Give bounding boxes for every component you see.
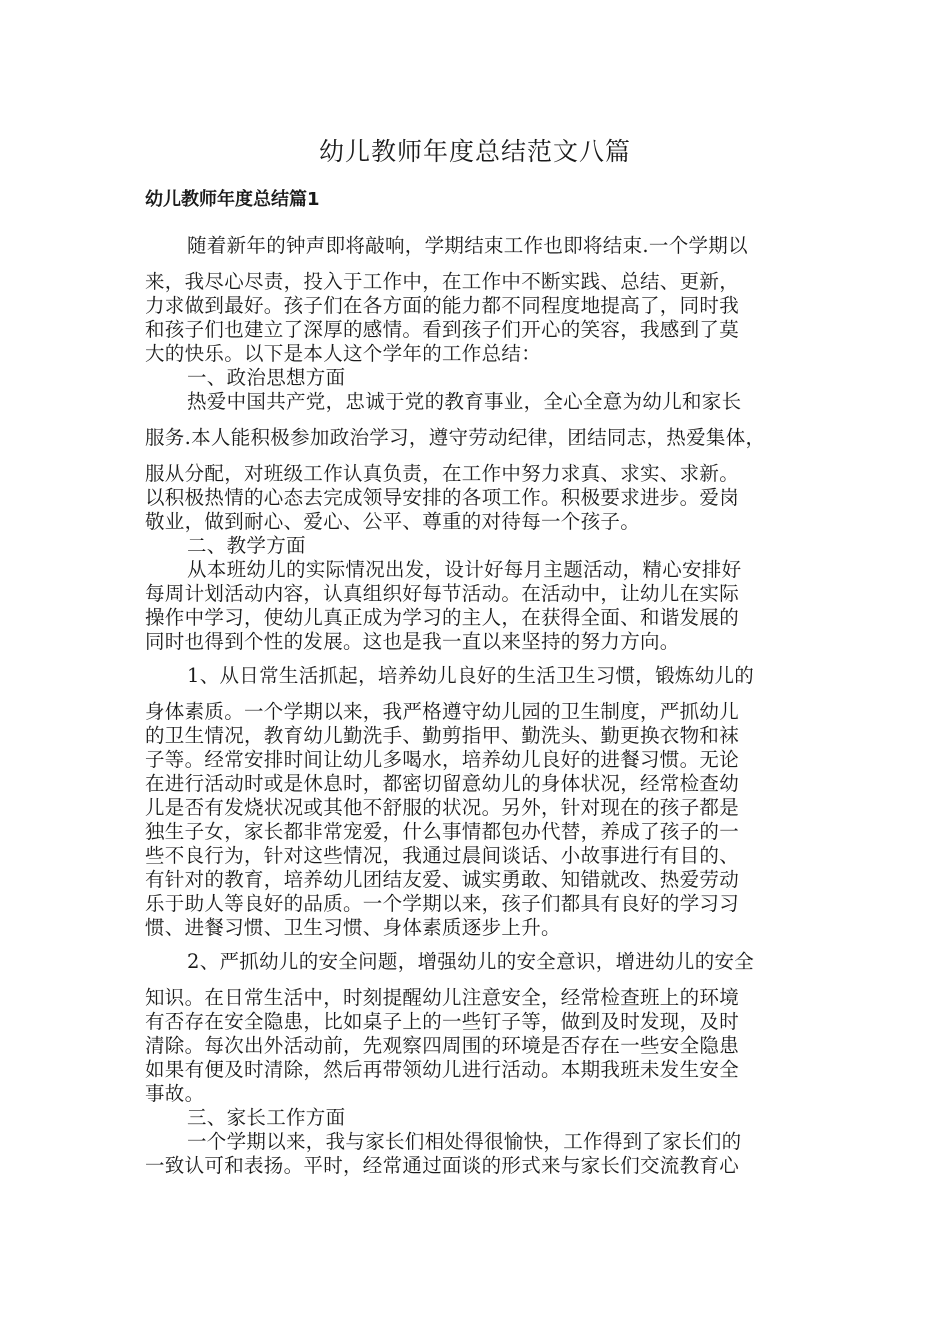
text-line: 和孩子们也建立了深厚的感情。看到孩子们开心的笑容，我感到了莫 [145,318,740,341]
text-line: 身体素质。一个学期以来，我严格遵守幼儿园的卫生制度，严抓幼儿 [145,700,740,723]
text-line: 一个学期以来，我与家长们相处得很愉快，工作得到了家长们的 [187,1130,742,1153]
document-body [145,234,810,1178]
text-line: 以积极热情的心态去完成领导安排的各项工作。积极要求进步。爱岗 [145,486,740,509]
text-line: 力求做到最好。孩子们在各方面的能力都不同程度地提高了，同时我 [145,294,740,317]
text-line: 敬业，做到耐心、爱心、公平、尊重的对待每一个孩子。 [145,510,641,533]
text-line: 在进行活动时或是休息时，都密切留意幼儿的身体状况，经常检查幼 [145,772,740,795]
text-line: 1、从日常生活抓起，培养幼儿良好的生活卫生习惯，锻炼幼儿的 [187,664,755,687]
text-line: 大的快乐。以下是本人这个学年的工作总结： [145,342,542,365]
text-line: 2、严抓幼儿的安全问题，增强幼儿的安全意识，增进幼儿的安全 [187,950,755,973]
section-heading-parents: 三、家长工作方面 [187,1106,346,1129]
text-line: 知识。在日常生活中，时刻提醒幼儿注意安全，经常检查班上的环境 [145,986,740,1009]
text-line: 有针对的教育，培养幼儿团结友爱、诚实勇敢、知错就改、热爱劳动 [145,868,740,891]
text-line: 子等。经常安排时间让幼儿多喝水，培养幼儿良好的进餐习惯。无论 [145,748,740,771]
document-title: 幼儿教师年度总结范文八篇 [318,137,631,166]
section-heading-politics: 一、政治思想方面 [187,366,346,389]
text-line: 有否存在安全隐患，比如桌子上的一些钉子等，做到及时发现，及时 [145,1010,740,1033]
text-line: 独生子女，家长都非常宠爱，什么事情都包办代替，养成了孩子的一 [145,820,740,843]
text-line: 事故。 [145,1082,205,1105]
section-heading-teaching: 二、教学方面 [187,534,306,557]
text-line: 一致认可和表扬。平时，经常通过面谈的形式来与家长们交流教育心 [145,1154,740,1177]
text-line: 每周计划活动内容，认真组织好每节活动。在活动中，让幼儿在实际 [145,582,740,605]
text-line: 儿是否有发烧状况或其他不舒服的状况。另外，针对现在的孩子都是 [145,796,740,819]
text-line: 如果有便及时清除，然后再带领幼儿进行活动。本期我班未发生安全 [145,1058,740,1081]
text-line: 乐于助人等良好的品质。一个学期以来，孩子们都具有良好的学习习 [145,892,740,915]
text-line: 些不良行为，针对这些情况，我通过晨间谈话、小故事进行有目的、 [145,844,740,867]
text-line: 的卫生情况，教育幼儿勤洗手、勤剪指甲、勤洗头、勤更换衣物和袜 [145,724,740,747]
text-line: 随着新年的钟声即将敲响，学期结束工作也即将结束.一个学期以 [187,234,748,257]
text-line: 从本班幼儿的实际情况出发，设计好每月主题活动，精心安排好 [187,558,742,581]
text-line: 服务.本人能积极参加政治学习，遵守劳动纪律，团结同志，热爱集体， [145,426,766,449]
section-heading: 幼儿教师年度总结篇1 [145,189,320,210]
text-line: 操作中学习，使幼儿真正成为学习的主人，在获得全面、和谐发展的 [145,606,740,629]
text-line: 服从分配，对班级工作认真负责，在工作中努力求真、求实、求新。 [145,462,740,485]
text-line: 清除。每次出外活动前，先观察四周围的环境是否存在一些安全隐患 [145,1034,740,1057]
text-line: 热爱中国共产党，忠诚于党的教育事业，全心全意为幼儿和家长 [187,390,742,413]
text-line: 同时也得到个性的发展。这也是我一直以来坚持的努力方向。 [145,630,680,653]
text-line: 来，我尽心尽责，投入于工作中，在工作中不断实践、总结、更新， [145,270,740,293]
text-line: 惯、进餐习惯、卫生习惯、身体素质逐步上升。 [145,916,561,939]
